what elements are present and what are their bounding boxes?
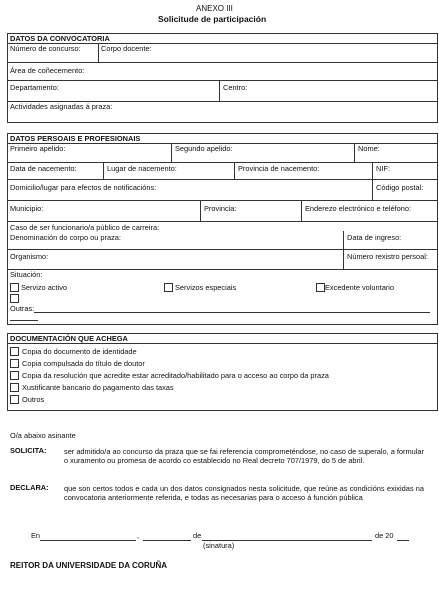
data-nacemento-label: Data de nacemento: [10,164,77,173]
lugar-nacemento-label: Lugar de nacemento: [107,164,177,173]
annex-label: ANEXO III [196,4,233,13]
outras-checkbox[interactable] [10,294,19,303]
outras-input-line[interactable] [34,312,430,313]
doc-xustificante-checkbox[interactable] [10,383,19,392]
divider [171,143,172,162]
divider [103,162,104,179]
doc-item: Copia do documento de identidade [22,347,137,356]
doc-outros-checkbox[interactable] [10,395,19,404]
servizo-activo-label: Servizo activo [21,283,68,292]
area-label: Área de coñecemento: [10,66,85,75]
rexistro-label: Número rexistro persoal: [347,252,428,261]
doc-item: Copia compulsada do título de doutor [22,359,145,368]
divider [372,162,373,179]
divider [200,200,201,221]
nome-label: Nome: [358,144,380,153]
divider [98,43,99,62]
place-input-line[interactable] [40,540,136,541]
doc-titulo-checkbox[interactable] [10,359,19,368]
de-label: de [193,531,202,540]
actividades-label: Actividades asignadas á praza: [10,102,113,111]
solicita-label: SOLICITA: [10,446,47,455]
intro-text: O/a abaixo asinante [10,431,76,440]
provincia-label: Provincia: [204,204,237,213]
divider [354,143,355,162]
divider [7,200,437,201]
doc-item: Outros [22,395,45,404]
denominacion-label: Denominación do corpo ou praza: [10,233,121,242]
data-ingreso-label: Data de ingreso: [347,233,402,242]
divider [7,249,437,250]
recipient: REITOR DA UNIVERSIDADE DA CORUÑA [10,561,168,570]
municipio-label: Municipio: [10,204,44,213]
solicita-text: ser admitido/a ao concurso da praza que se fai referencia comprometéndose, no caso de superalo, a formular o xuramento ou promesa de acordo co establecido no Real decreto 707/1979, do 5 de abril. [64,447,424,466]
divider [301,200,302,221]
en-label: En [31,531,41,540]
comma-separator: , [137,531,140,540]
signature-caption: (sinatura) [203,541,235,550]
outras-input-line-2[interactable] [10,320,38,321]
form-title: Solicitude de participación [158,14,267,24]
primeiro-apelido-label: Primeiro apelido: [10,144,66,153]
departamento-label: Departamento: [10,83,59,92]
declara-label: DECLARA: [10,483,49,492]
divider [219,80,220,101]
excedente-label: Excedente voluntario [325,283,395,292]
doc-identidade-checkbox[interactable] [10,347,19,356]
organismo-label: Organismo: [10,252,49,261]
day-input-line[interactable] [143,540,191,541]
convocatoria-title: DATOS DA CONVOCATORIA [10,34,110,43]
servizo-activo-checkbox[interactable] [10,283,19,292]
doc-item: Copia da resolución que acredite estar acreditado/habilitado para o acceso ao corpo da praza [22,371,329,380]
doc-item: Xustificante bancario do pagamento das taxas [22,383,174,392]
nif-label: NIF: [376,164,390,173]
situacion-label: Situación: [10,270,43,279]
year-input-line[interactable] [397,540,409,541]
divider [7,80,437,81]
centro-label: Centro: [223,83,248,92]
numero-concurso-label: Número de concurso: [10,44,81,53]
enderezo-label: Enderezo electrónico e teléfono: [305,204,412,213]
funcionario-label: Caso de ser funcionario/a público de carreira: [10,223,160,232]
divider [372,179,373,200]
doc-resolucion-checkbox[interactable] [10,371,19,380]
divider [7,221,437,222]
declara-text: que son certos todos e cada un dos datos consignados nesta solicitude, que reúne as condicións exixidas na convocatoria anteriormente referida, e todas as necesarias para o acceso á función pública [64,484,424,503]
de-20-label: de 20 [375,531,394,540]
documentacion-title: DOCUMENTACIÓN QUE ACHEGA [10,334,128,343]
divider [7,343,437,344]
divider [7,62,437,63]
excedente-checkbox[interactable] [316,283,325,292]
segundo-apelido-label: Segundo apelido: [175,144,233,153]
codigo-postal-label: Código postal: [376,183,424,192]
divider [7,269,437,270]
divider [343,231,344,269]
corpo-docente-label: Corpo docente: [101,44,152,53]
provincia-nacemento-label: Provincia de nacemento: [238,164,320,173]
servizos-especiais-checkbox[interactable] [164,283,173,292]
domicilio-label: Domicilio/lugar para efectos de notificacións: [10,183,157,192]
outras-label: Outras: [10,304,35,313]
divider [234,162,235,179]
servizos-especiais-label: Servizos especiais [175,283,237,292]
persoais-title: DATOS PERSOAIS E PROFESIONAIS [10,134,141,143]
